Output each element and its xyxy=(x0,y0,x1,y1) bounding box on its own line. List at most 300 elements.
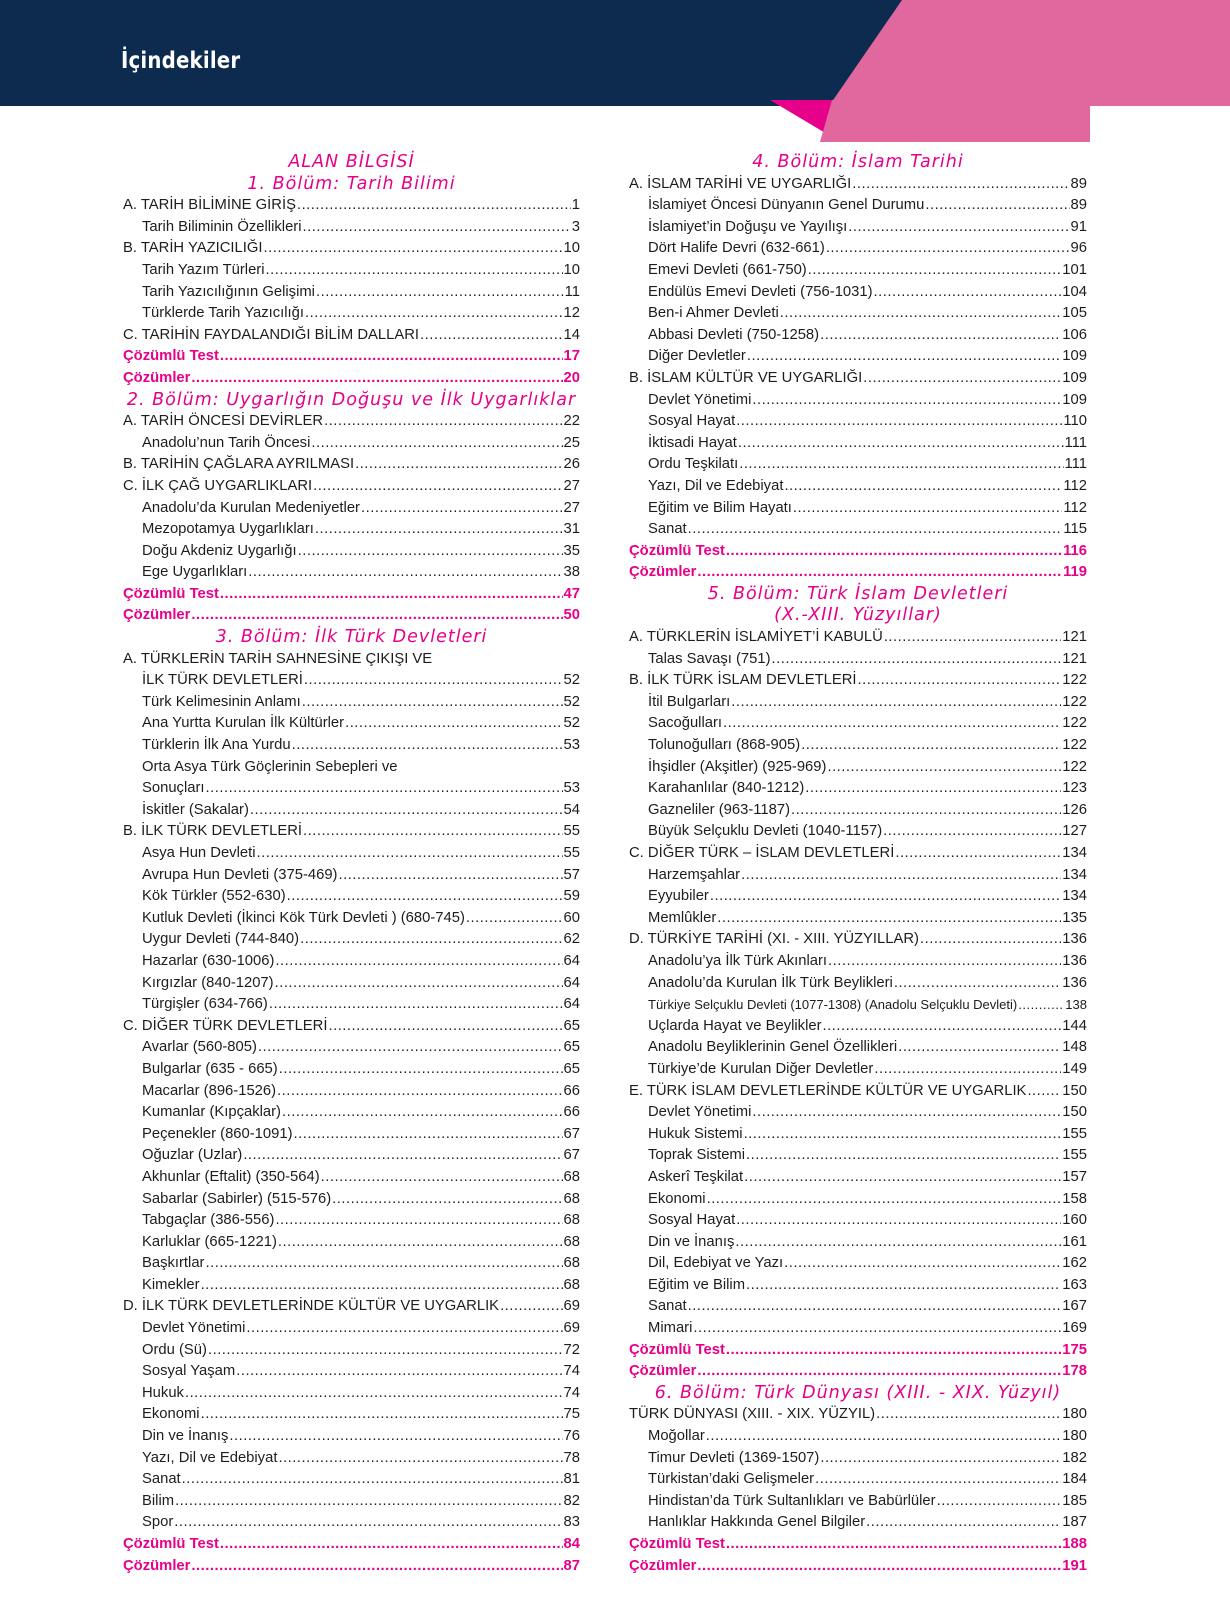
toc-entry-page-number: 47 xyxy=(563,585,580,602)
toc-entry[interactable] xyxy=(123,1426,580,1448)
toc-entry[interactable] xyxy=(629,433,1087,455)
header-band xyxy=(0,0,1230,106)
toc-entry-page-number: 76 xyxy=(563,1428,580,1445)
toc-entry[interactable] xyxy=(123,1037,580,1059)
dot-leader xyxy=(731,692,1061,714)
toc-entry[interactable] xyxy=(123,821,580,843)
dot-leader xyxy=(355,454,562,476)
dot-leader xyxy=(248,562,562,584)
toc-entry-label: B. TARİHİN ÇAĞLARA AYRILMASI xyxy=(123,456,355,473)
toc-entry-page-number: 31 xyxy=(563,521,580,538)
toc-entry-page-number: 116 xyxy=(1063,542,1087,559)
toc-entry[interactable] xyxy=(123,562,580,584)
toc-entry-label: Sonuçları xyxy=(142,780,205,797)
toc-entry[interactable] xyxy=(629,973,1087,995)
toc-entry-label: Sacoğulları xyxy=(648,715,723,732)
toc-entry[interactable] xyxy=(123,1232,580,1254)
toc-entry-label: B. İSLAM KÜLTÜR VE UYGARLIĞI xyxy=(629,369,863,386)
toc-entry[interactable] xyxy=(629,1469,1087,1491)
toc-entry-page-number: 155 xyxy=(1062,1147,1087,1164)
toc-entry-page-number: 3 xyxy=(571,218,580,235)
toc-entry[interactable] xyxy=(629,670,1087,692)
dot-leader xyxy=(338,865,562,887)
toc-entry[interactable] xyxy=(123,1124,580,1146)
toc-solution-entry[interactable] xyxy=(629,1556,1087,1578)
toc-entry-page-number: 136 xyxy=(1062,931,1087,948)
dot-leader xyxy=(277,1081,562,1103)
toc-entry-label: Uçlarda Hayat ve Beylikler xyxy=(648,1017,822,1034)
toc-entry[interactable] xyxy=(123,1469,580,1491)
toc-entry[interactable] xyxy=(629,1232,1087,1254)
toc-entry-label: Ege Uygarlıkları xyxy=(142,564,248,581)
toc-entry[interactable] xyxy=(629,908,1087,930)
toc-entry[interactable] xyxy=(123,454,580,476)
toc-entry-page-number: 96 xyxy=(1070,240,1087,257)
toc-entry[interactable] xyxy=(629,1253,1087,1275)
toc-entry-label: Emevi Devleti (661-750) xyxy=(648,261,807,278)
toc-solution-entry[interactable] xyxy=(123,368,580,390)
toc-entry-page-number: 157 xyxy=(1062,1168,1087,1185)
toc-entry-page-number: 26 xyxy=(563,456,580,473)
toc-entry-page-number: 115 xyxy=(1063,521,1087,538)
toc-entry[interactable] xyxy=(123,411,580,433)
toc-entry[interactable] xyxy=(123,1189,580,1211)
toc-entry[interactable] xyxy=(123,713,580,735)
toc-entry-page-number: 191 xyxy=(1062,1557,1087,1574)
toc-entry[interactable] xyxy=(123,843,580,865)
toc-entry[interactable] xyxy=(123,735,580,757)
toc-entry-label: Çözümlü Test xyxy=(123,1536,219,1552)
dot-leader xyxy=(305,303,563,325)
dot-leader xyxy=(752,1102,1061,1124)
toc-entry[interactable] xyxy=(123,1318,580,1340)
toc-entry-label: Orta Asya Türk Göçlerinin Sebepleri ve xyxy=(142,758,398,775)
toc-entry-page-number: 122 xyxy=(1062,715,1087,732)
toc-entry[interactable] xyxy=(629,498,1087,520)
toc-entry-label: C. TARİHİN FAYDALANDIĞI BİLİM DALLARI xyxy=(123,326,420,343)
dot-leader xyxy=(747,346,1061,368)
toc-entry-page-number: 62 xyxy=(563,931,580,948)
dot-leader xyxy=(324,411,562,433)
toc-right-column xyxy=(629,152,1087,1577)
toc-entry[interactable] xyxy=(629,1102,1087,1124)
toc-entry[interactable] xyxy=(123,973,580,995)
toc-entry[interactable] xyxy=(629,757,1087,779)
dot-leader xyxy=(208,1340,563,1362)
toc-entry-label: Türkiye’de Kurulan Diğer Devletler xyxy=(648,1060,874,1077)
toc-entry[interactable] xyxy=(123,260,580,282)
dot-leader xyxy=(201,1404,563,1426)
dot-leader xyxy=(697,1361,1061,1383)
toc-entry[interactable] xyxy=(629,476,1087,498)
toc-entry[interactable] xyxy=(123,325,580,347)
toc-entry-label: Çözümlü Test xyxy=(123,348,219,365)
toc-entry[interactable] xyxy=(629,735,1087,757)
toc-entry-page-number: 126 xyxy=(1062,801,1087,818)
toc-entry-page-number: 66 xyxy=(563,1082,580,1099)
dot-leader xyxy=(220,584,563,606)
toc-entry[interactable] xyxy=(629,217,1087,239)
toc-entry-label: Eğitim ve Bilim Hayatı xyxy=(648,499,792,516)
dot-leader xyxy=(316,282,564,304)
toc-entry[interactable] xyxy=(629,195,1087,217)
dot-leader xyxy=(300,929,562,951)
toc-entry[interactable] xyxy=(629,843,1087,865)
toc-entry[interactable] xyxy=(123,1491,580,1513)
dot-leader xyxy=(895,843,1061,865)
toc-entry-label: Mimari xyxy=(648,1320,693,1337)
toc-entry[interactable] xyxy=(123,886,580,908)
dot-leader xyxy=(744,1167,1061,1189)
toc-entry[interactable] xyxy=(123,649,580,671)
toc-entry[interactable] xyxy=(123,282,580,304)
dot-leader xyxy=(739,454,1063,476)
toc-entry[interactable] xyxy=(123,1404,580,1426)
dot-leader xyxy=(752,390,1061,412)
toc-entry-label: Din ve İnanış xyxy=(648,1233,735,1250)
toc-entry[interactable] xyxy=(629,174,1087,196)
toc-entry-page-number: 84 xyxy=(563,1536,580,1552)
toc-entry-label: Talas Savaşı (751) xyxy=(648,650,771,667)
toc-solution-entry[interactable] xyxy=(123,346,580,368)
toc-entry[interactable] xyxy=(123,541,580,563)
toc-entry-label: A. İSLAM TARİHİ VE UYGARLIĞI xyxy=(629,175,852,192)
toc-entry-page-number: 89 xyxy=(1070,175,1087,192)
toc-entry-label: B. TARİH YAZICILIĞI xyxy=(123,240,263,257)
toc-entry-label: Türklerde Tarih Yazıcılığı xyxy=(142,305,305,322)
toc-entry-page-number: 112 xyxy=(1063,499,1087,516)
toc-entry-label: Mezopotamya Uygarlıkları xyxy=(142,521,314,538)
toc-entry[interactable] xyxy=(629,692,1087,714)
toc-entry[interactable] xyxy=(629,390,1087,412)
toc-entry-label: Çözümler xyxy=(629,1557,697,1574)
toc-entry[interactable] xyxy=(123,195,580,217)
toc-entry-label: Uygur Devleti (744-840) xyxy=(142,931,300,948)
toc-entry[interactable] xyxy=(629,303,1087,325)
dot-leader xyxy=(1018,994,1064,1016)
toc-entry-page-number: 66 xyxy=(563,1104,580,1121)
toc-entry[interactable] xyxy=(629,1167,1087,1189)
toc-entry-label: Çözümler xyxy=(629,564,697,581)
toc-entry-page-number: 104 xyxy=(1062,283,1087,300)
toc-solution-entry[interactable] xyxy=(629,1361,1087,1383)
toc-entry[interactable] xyxy=(629,1189,1087,1211)
toc-entry[interactable] xyxy=(629,886,1087,908)
toc-entry-page-number: 65 xyxy=(563,1017,580,1034)
toc-entry[interactable] xyxy=(123,1016,580,1038)
dot-leader xyxy=(302,692,563,714)
dot-leader xyxy=(827,757,1061,779)
toc-entry-page-number: 53 xyxy=(563,780,580,797)
toc-entry-label: Türklerin İlk Ana Yurdu xyxy=(142,737,291,754)
dot-leader xyxy=(264,238,563,260)
toc-entry-label: Anadolu Beyliklerinin Genel Özellikleri xyxy=(648,1039,898,1056)
dot-leader xyxy=(823,1016,1062,1038)
toc-entry[interactable] xyxy=(123,1253,580,1275)
dot-leader xyxy=(874,282,1062,304)
toc-entry[interactable] xyxy=(123,692,580,714)
section-heading: 4. Bölüm: İslam Tarihi xyxy=(752,152,964,172)
toc-entry[interactable] xyxy=(123,519,580,541)
toc-entry-page-number: 82 xyxy=(563,1492,580,1509)
toc-entry[interactable] xyxy=(629,1016,1087,1038)
dot-leader xyxy=(883,821,1061,843)
toc-entry-label: İskitler (Sakalar) xyxy=(142,801,249,818)
toc-entry[interactable] xyxy=(123,1059,580,1081)
toc-entry-page-number: 74 xyxy=(563,1363,580,1380)
toc-entry[interactable] xyxy=(629,1448,1087,1470)
toc-entry[interactable] xyxy=(629,1426,1087,1448)
toc-entry-label: Avarlar (560-805) xyxy=(142,1039,257,1056)
dot-leader xyxy=(735,1232,1061,1254)
toc-entry[interactable] xyxy=(123,994,580,1016)
toc-entry[interactable] xyxy=(629,1037,1087,1059)
toc-entry-page-number: 136 xyxy=(1062,952,1087,969)
dot-leader xyxy=(736,411,1062,433)
dot-leader xyxy=(175,1491,562,1513)
toc-entry[interactable] xyxy=(629,951,1087,973)
toc-entry-label: Yazı, Dil ve Edebiyat xyxy=(648,477,784,494)
toc-entry-page-number: 65 xyxy=(563,1060,580,1077)
toc-entry[interactable] xyxy=(123,1340,580,1362)
dot-leader xyxy=(697,562,1062,584)
toc-entry[interactable] xyxy=(123,1210,580,1232)
toc-entry-label: Din ve İnanış xyxy=(142,1428,229,1445)
dot-leader xyxy=(185,1383,563,1405)
toc-entry-page-number: 106 xyxy=(1062,326,1087,343)
dot-leader xyxy=(874,1059,1061,1081)
toc-solution-entry[interactable] xyxy=(123,1556,580,1578)
toc-entry[interactable] xyxy=(629,778,1087,800)
toc-entry[interactable] xyxy=(629,1296,1087,1318)
toc-entry-page-number: 54 xyxy=(563,801,580,818)
dot-leader xyxy=(848,217,1069,239)
toc-entry[interactable] xyxy=(123,951,580,973)
toc-entry-page-number: 105 xyxy=(1062,305,1087,322)
toc-entry[interactable] xyxy=(123,1383,580,1405)
toc-solution-entry[interactable] xyxy=(629,1534,1087,1556)
toc-entry-page-number: 59 xyxy=(563,888,580,905)
toc-entry-page-number: 169 xyxy=(1062,1320,1087,1337)
toc-entry[interactable] xyxy=(123,757,580,779)
toc-entry-label: Kutluk Devleti (İkinci Kök Türk Devleti ) (680-745) xyxy=(142,909,465,926)
toc-entry[interactable] xyxy=(629,238,1087,260)
toc-entry-page-number: 17 xyxy=(563,348,580,365)
toc-entry[interactable] xyxy=(123,476,580,498)
toc-entry[interactable] xyxy=(123,800,580,822)
toc-entry[interactable] xyxy=(629,1512,1087,1534)
toc-entry-label: İktisadi Hayat xyxy=(648,434,737,451)
toc-entry[interactable] xyxy=(123,1102,580,1124)
toc-entry-label: Başkırtlar xyxy=(142,1255,205,1272)
toc-entry-label: Eğitim ve Bilim xyxy=(648,1276,746,1293)
toc-entry-page-number: 35 xyxy=(563,542,580,559)
toc-entry-page-number: 127 xyxy=(1062,823,1087,840)
toc-entry-page-number: 67 xyxy=(563,1147,580,1164)
dot-leader xyxy=(313,476,562,498)
toc-entry[interactable] xyxy=(123,1361,580,1383)
toc-entry[interactable] xyxy=(123,1296,580,1318)
toc-entry-page-number: 150 xyxy=(1062,1082,1087,1099)
toc-entry-page-number: 123 xyxy=(1062,780,1087,797)
toc-entry[interactable] xyxy=(629,1145,1087,1167)
toc-solution-entry[interactable] xyxy=(629,1340,1087,1362)
dot-leader xyxy=(361,498,563,520)
toc-entry[interactable] xyxy=(629,1275,1087,1297)
toc-entry-page-number: 155 xyxy=(1062,1125,1087,1142)
toc-entry-label: E. TÜRK İSLAM DEVLETLERİNDE KÜLTÜR VE UYGARLIK xyxy=(629,1082,1027,1099)
toc-entry-label: Anadolu’ya İlk Türk Akınları xyxy=(648,952,828,969)
toc-entry[interactable] xyxy=(123,908,580,930)
toc-entry-label: Ekonomi xyxy=(142,1406,200,1423)
toc-entry[interactable] xyxy=(629,260,1087,282)
toc-entry-label: Sosyal Hayat xyxy=(648,413,736,430)
toc-entry[interactable] xyxy=(123,1448,580,1470)
dot-leader xyxy=(250,800,563,822)
toc-entry-page-number: 11 xyxy=(564,283,580,300)
toc-entry-page-number: 122 xyxy=(1062,672,1087,689)
toc-entry[interactable] xyxy=(123,498,580,520)
toc-solution-entry[interactable] xyxy=(123,584,580,606)
toc-entry-page-number: 87 xyxy=(563,1557,580,1574)
toc-entry-label: Ordu (Sü) xyxy=(142,1341,207,1358)
toc-entry-page-number: 57 xyxy=(563,866,580,883)
toc-entry[interactable] xyxy=(123,433,580,455)
toc-entry[interactable] xyxy=(629,865,1087,887)
toc-entry[interactable] xyxy=(629,325,1087,347)
toc-entry[interactable] xyxy=(123,217,580,239)
toc-entry[interactable] xyxy=(123,238,580,260)
dot-leader xyxy=(303,821,563,843)
toc-entry[interactable] xyxy=(629,821,1087,843)
toc-entry[interactable] xyxy=(123,1512,580,1534)
toc-entry[interactable] xyxy=(629,994,1087,1016)
toc-entry-label: Abbasi Devleti (750-1258) xyxy=(648,326,820,343)
dot-leader xyxy=(808,260,1062,282)
toc-entry[interactable] xyxy=(123,1275,580,1297)
toc-entry[interactable] xyxy=(123,1167,580,1189)
toc-entry-label: Çözümler xyxy=(123,369,191,386)
toc-entry-label: B. İLK TÜRK DEVLETLERİ xyxy=(123,823,302,840)
toc-entry[interactable] xyxy=(629,368,1087,390)
toc-entry-label: Oğuzlar (Uzlar) xyxy=(142,1147,243,1164)
toc-entry[interactable] xyxy=(123,778,580,800)
dot-leader xyxy=(328,1016,562,1038)
toc-entry[interactable] xyxy=(629,713,1087,735)
toc-entry-page-number: 52 xyxy=(563,693,580,710)
toc-entry[interactable] xyxy=(629,1210,1087,1232)
toc-entry[interactable] xyxy=(629,1124,1087,1146)
dot-leader xyxy=(206,778,563,800)
toc-solution-entry[interactable] xyxy=(123,605,580,627)
toc-entry-label: İLK TÜRK DEVLETLERİ xyxy=(142,672,303,689)
toc-entry-label: Sanat xyxy=(648,521,687,538)
toc-entry-label: Türgişler (634-766) xyxy=(142,996,268,1013)
toc-entry[interactable] xyxy=(629,1404,1087,1426)
toc-entry[interactable] xyxy=(629,411,1087,433)
toc-entry-page-number: 64 xyxy=(563,974,580,991)
section-heading: 1. Bölüm: Tarih Bilimi xyxy=(247,173,456,194)
dot-leader xyxy=(246,1318,562,1340)
toc-solution-entry[interactable] xyxy=(629,562,1087,584)
toc-entry-page-number: 119 xyxy=(1063,564,1087,581)
toc-entry-label: Askerî Teşkilat xyxy=(648,1168,744,1185)
toc-entry-label: D. İLK TÜRK DEVLETLERİNDE KÜLTÜR VE UYGARLIK xyxy=(123,1298,500,1315)
toc-entry-label: Türkistan’daki Gelişmeler xyxy=(648,1471,815,1488)
toc-entry[interactable] xyxy=(123,929,580,951)
toc-entry-page-number: 149 xyxy=(1062,1060,1087,1077)
dot-leader xyxy=(925,195,1069,217)
dot-leader xyxy=(688,1296,1062,1318)
dot-leader xyxy=(229,1426,562,1448)
toc-entry[interactable] xyxy=(629,519,1087,541)
toc-solution-entry[interactable] xyxy=(629,541,1087,563)
toc-entry[interactable] xyxy=(123,1145,580,1167)
toc-entry-label: İhşidler (Akşitler) (925-969) xyxy=(648,758,827,775)
toc-entry[interactable] xyxy=(629,929,1087,951)
toc-entry-page-number: 55 xyxy=(563,823,580,840)
toc-entry-page-number: 20 xyxy=(563,369,580,386)
toc-entry[interactable] xyxy=(123,865,580,887)
toc-entry[interactable] xyxy=(629,649,1087,671)
toc-entry[interactable] xyxy=(629,800,1087,822)
dot-leader xyxy=(801,735,1061,757)
toc-entry-label: İtil Bulgarları xyxy=(648,693,731,710)
toc-entry-page-number: 60 xyxy=(563,909,580,926)
toc-entry[interactable] xyxy=(629,1059,1087,1081)
toc-entry-label: Kumanlar (Kıpçaklar) xyxy=(142,1104,281,1121)
toc-entry-page-number: 182 xyxy=(1062,1449,1087,1466)
dot-leader xyxy=(275,1210,562,1232)
dot-leader xyxy=(793,498,1063,520)
dot-leader xyxy=(297,195,571,217)
toc-entry-page-number: 50 xyxy=(563,607,580,624)
toc-entry[interactable] xyxy=(629,346,1087,368)
toc-entry-label: C. DİĞER TÜRK – İSLAM DEVLETLERİ xyxy=(629,845,895,861)
toc-entry[interactable] xyxy=(629,1491,1087,1513)
toc-entry-label: Macarlar (896-1526) xyxy=(142,1082,277,1099)
toc-entry[interactable] xyxy=(629,282,1087,304)
toc-entry-page-number: 121 xyxy=(1062,629,1087,646)
dot-leader xyxy=(466,908,563,930)
toc-entry[interactable] xyxy=(629,627,1087,649)
toc-entry[interactable] xyxy=(123,1081,580,1103)
toc-entry-label: Hukuk Sistemi xyxy=(648,1125,743,1142)
toc-entry[interactable] xyxy=(123,303,580,325)
dot-leader xyxy=(500,1296,562,1318)
toc-entry[interactable] xyxy=(629,1081,1087,1103)
toc-entry-page-number: 112 xyxy=(1063,477,1087,494)
toc-entry-page-number: 150 xyxy=(1062,1104,1087,1121)
dot-leader xyxy=(315,519,563,541)
dot-leader xyxy=(826,238,1070,260)
dot-leader xyxy=(858,670,1062,692)
toc-solution-entry[interactable] xyxy=(123,1534,580,1556)
toc-entry[interactable] xyxy=(123,670,580,692)
dot-leader xyxy=(278,1232,563,1254)
toc-entry-page-number: 81 xyxy=(563,1471,580,1488)
toc-entry-page-number: 1 xyxy=(571,197,580,214)
toc-entry-page-number: 136 xyxy=(1062,974,1087,991)
toc-entry-label: Tarih Yazım Türleri xyxy=(142,261,265,278)
toc-entry-page-number: 52 xyxy=(563,715,580,732)
toc-entry-label: Toprak Sistemi xyxy=(648,1147,746,1164)
toc-entry-label: Hukuk xyxy=(142,1384,184,1401)
toc-entry[interactable] xyxy=(629,1318,1087,1340)
toc-entry[interactable] xyxy=(629,454,1087,476)
toc-entry-page-number: 122 xyxy=(1062,758,1087,775)
toc-entry-page-number: 188 xyxy=(1062,1536,1087,1552)
